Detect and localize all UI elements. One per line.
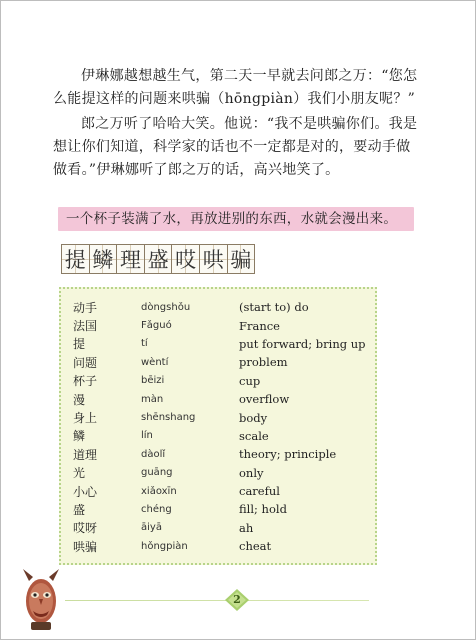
vocab-hanzi: 杯子 xyxy=(73,374,98,389)
new-characters-grid xyxy=(61,244,254,276)
vocab-pinyin: wèntí xyxy=(141,356,169,368)
vocab-pinyin: chéng xyxy=(141,503,172,515)
vocab-pinyin: xiǎoxīn xyxy=(141,485,177,497)
vocab-english: scale xyxy=(239,428,269,443)
vocab-english: put forward; bring up xyxy=(239,336,366,351)
vocab-pinyin: màn xyxy=(141,393,164,405)
vocab-row xyxy=(73,537,369,555)
vocab-hanzi: 提 xyxy=(73,337,86,352)
vocab-english: France xyxy=(239,318,280,333)
vocab-english: fill; hold xyxy=(239,502,287,517)
vocab-row xyxy=(73,353,369,371)
vocab-english: (start to) do xyxy=(239,300,309,315)
vocab-pinyin: Fǎguó xyxy=(141,320,172,332)
vocab-hanzi: 身上 xyxy=(73,411,98,426)
vocab-row xyxy=(73,390,369,408)
vocab-pinyin: tí xyxy=(141,338,148,350)
vocabulary-table xyxy=(73,298,369,555)
vocab-pinyin: dàolǐ xyxy=(141,448,166,460)
vocab-pinyin: guāng xyxy=(141,467,173,479)
vocab-hanzi: 鳞 xyxy=(73,429,86,444)
vocab-pinyin: hǒngpiàn xyxy=(141,540,188,552)
vocab-english: careful xyxy=(239,484,280,499)
vocab-pinyin: āiyā xyxy=(141,522,162,534)
vocab-hanzi: 盛 xyxy=(73,502,86,517)
vocab-english: problem xyxy=(239,355,288,370)
vocab-row xyxy=(73,372,369,390)
vocab-pinyin: lín xyxy=(141,430,153,442)
vocab-hanzi: 问题 xyxy=(73,355,98,370)
story-paragraph-2: 郎之万听了哈哈大笑。他说：“我不是哄骗你们。我是想让你们知道，科学家的话也不一定都是对的，要动手做做看。”伊琳娜听了郎之万的话，高兴地笑了。 xyxy=(53,116,418,178)
highlight-sentence: 一个杯子装满了水，再放进别的东西，水就会漫出来。 xyxy=(58,207,414,231)
vocab-english: cup xyxy=(239,373,261,388)
vocab-hanzi: 哎呀 xyxy=(73,521,98,536)
vocab-row xyxy=(73,316,369,334)
story-paragraph-1: 伊琳娜越想越生气，第二天一早就去问郎之万：“您怎么能提这样的问题来哄骗（hōngpiàn）我们小朋友呢？” xyxy=(53,68,418,107)
vocab-row xyxy=(73,445,369,463)
vocab-pinyin: bēizi xyxy=(141,375,165,387)
character-box: 理 xyxy=(116,244,145,274)
vocab-hanzi: 漫 xyxy=(73,392,86,407)
character-box: 骗 xyxy=(227,244,256,274)
vocab-english: only xyxy=(239,465,264,480)
vocab-english: ah xyxy=(239,520,254,535)
vocab-row xyxy=(73,335,369,353)
story-text xyxy=(53,65,423,182)
vocab-row xyxy=(73,464,369,482)
vocabulary-box xyxy=(59,287,377,565)
vocab-row xyxy=(73,427,369,445)
vocab-hanzi: 哄骗 xyxy=(73,539,98,554)
footer-line xyxy=(65,600,369,601)
vocab-english: body xyxy=(239,410,268,425)
vocab-row xyxy=(73,298,369,316)
vocab-hanzi: 法国 xyxy=(73,319,98,334)
vocab-pinyin: shēnshang xyxy=(141,412,196,424)
vocab-row xyxy=(73,482,369,500)
vocab-english: overflow xyxy=(239,392,290,407)
vocab-hanzi: 道理 xyxy=(73,447,98,462)
opera-mask-icon xyxy=(21,567,61,633)
vocab-pinyin: dòngshǒu xyxy=(141,301,191,313)
character-box: 哄 xyxy=(199,244,228,274)
vocab-row xyxy=(73,519,369,537)
vocab-hanzi: 动手 xyxy=(73,300,98,315)
character-box: 提 xyxy=(61,244,90,274)
vocab-english: cheat xyxy=(239,539,272,554)
vocab-english: theory; principle xyxy=(239,447,337,462)
character-box: 鳞 xyxy=(89,244,118,274)
vocab-hanzi: 小心 xyxy=(73,484,98,499)
character-box: 哎 xyxy=(171,244,200,274)
vocab-hanzi: 光 xyxy=(73,466,86,481)
character-box: 盛 xyxy=(144,244,173,274)
vocab-row xyxy=(73,500,369,518)
page-number: 2 xyxy=(233,593,241,606)
vocab-row xyxy=(73,408,369,426)
